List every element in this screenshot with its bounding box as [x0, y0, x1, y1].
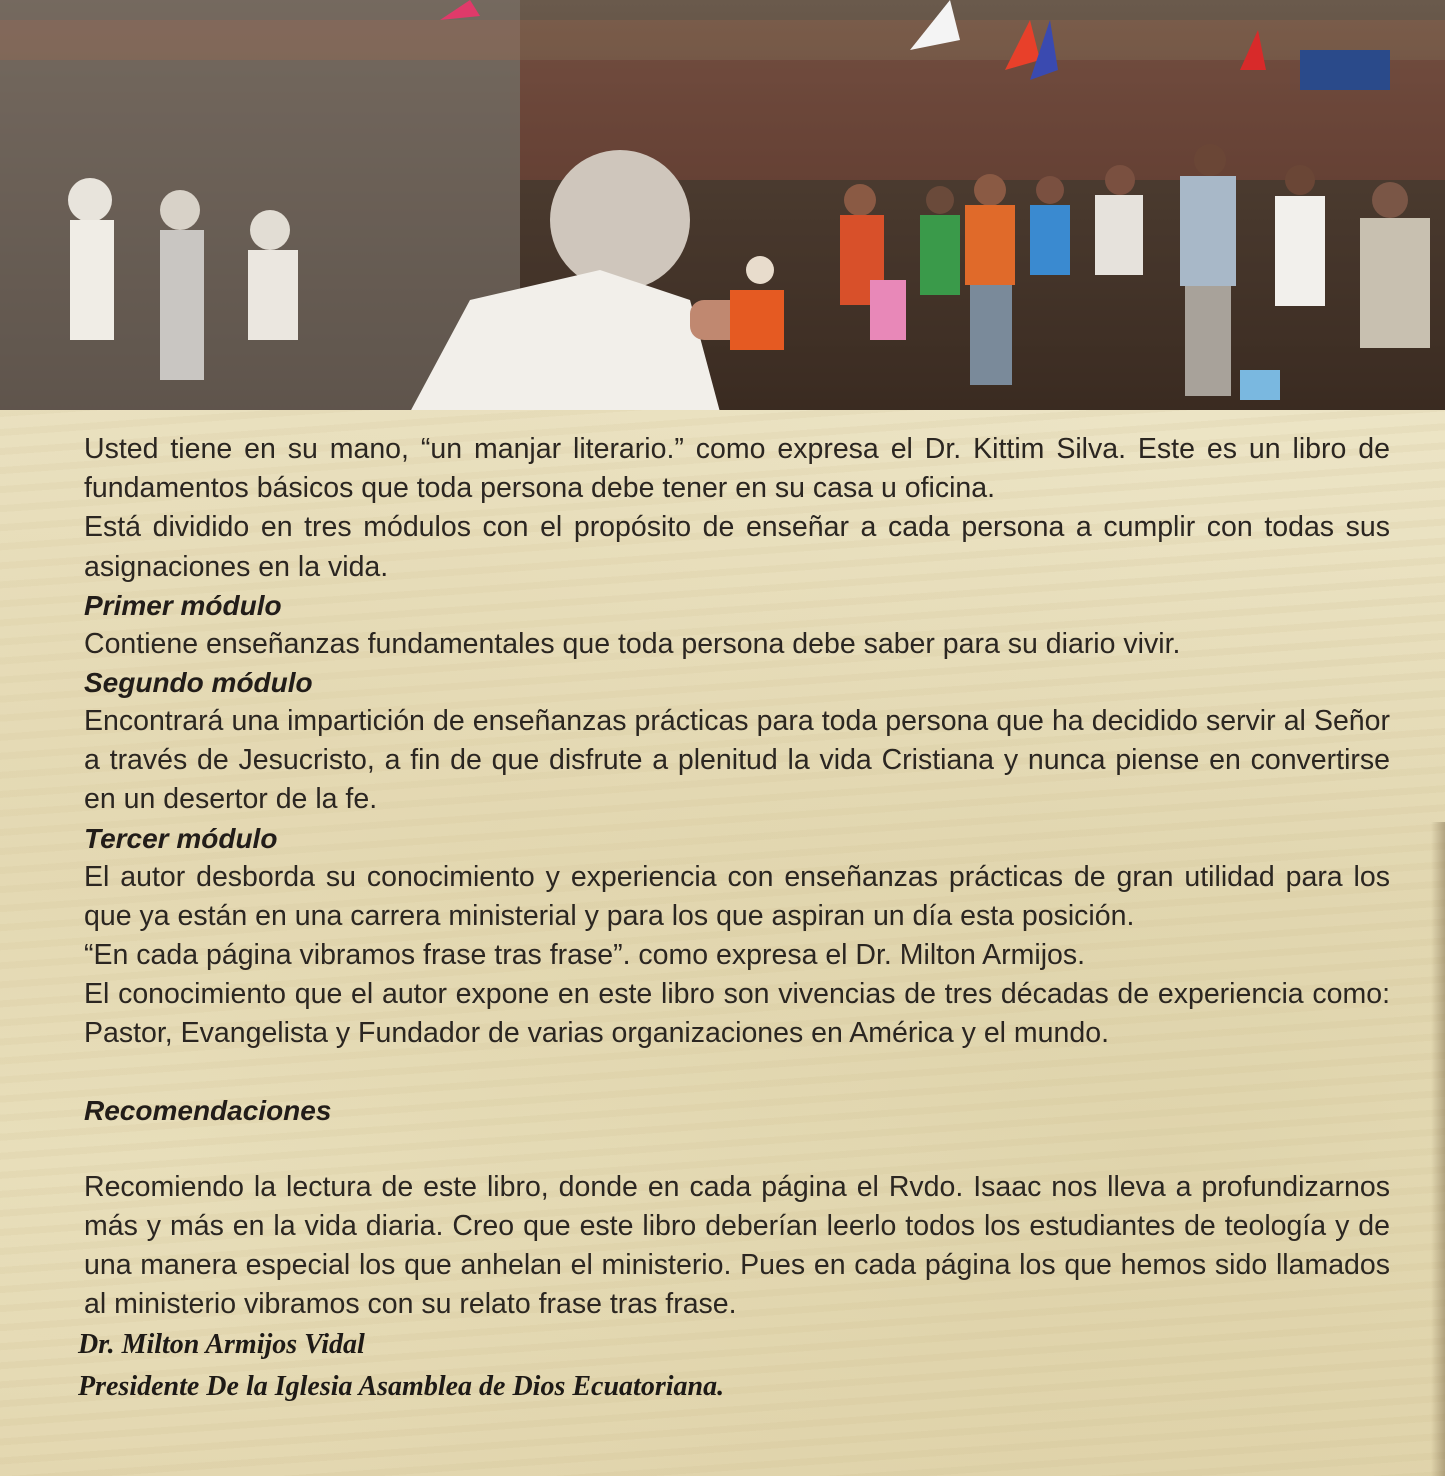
crowd-photo-icon [0, 0, 1445, 412]
intro-paragraph-2: Está dividido en tres módulos con el propósito de enseñar a cada persona a cumplir con todas sus asignaciones en la vida. [84, 511, 1390, 583]
recommendations-heading: Recomendaciones [84, 1094, 332, 1126]
cover-photo [0, 0, 1445, 412]
module-heading: Primer módulo [84, 589, 282, 621]
intro-paragraph: Usted tiene en su mano, “un manjar literario.” como expresa el Dr. Kittim Silva. Este es un libro de fundamentos básicos que toda persona debe tener en su casa u oficina. [84, 433, 1390, 505]
page-edge [1431, 822, 1445, 1476]
signature-title: Presidente De la Iglesia Asamblea de Dios Ecuatoriana. [78, 1371, 725, 1403]
closing-paragraph: El conocimiento que el autor expone en este libro son vivencias de tres décadas de experiencia como: Pastor, Evangelista y Fundador de varias organizaciones en América y el mundo. [84, 978, 1390, 1050]
quote-line: “En cada página vibramos frase tras frase”. como expresa el Dr. Milton Armijos. [84, 939, 1086, 972]
signature-name: Dr. Milton Armijos Vidal [78, 1329, 365, 1361]
recommendation-text: Recomiendo la lectura de este libro, donde en cada página el Rvdo. Isaac nos lleva a profundizarnos más y más en la vida diaria. Creo que este libro deberían leerlo todos los estudiantes de teología y de una manera especial los que anhelan el ministerio. Pues en cada página los que hemos sido llamados al ministerio vibramos con su relato frase tras frase. [84, 1170, 1390, 1321]
module-heading: Tercer módulo [84, 822, 278, 854]
back-cover-text [78, 430, 1390, 1408]
module-text: Encontrará una impartición de enseñanzas prácticas para toda persona que ha decidido servir al Señor a través de Jesucristo, a fin de que disfrute a plenitud la vida Cristiana y nunca piense en convertirse en un desertor de la fe. [84, 705, 1390, 816]
module-heading: Segundo módulo [84, 667, 313, 699]
description-panel [0, 410, 1445, 1476]
module-text: El autor desborda su conocimiento y experiencia con enseñanzas prácticas de gran utilidad para los que ya están en una carrera ministerial y para los que aspiran un día esta posición. [84, 860, 1390, 932]
module-text: Contiene enseñanzas fundamentales que toda persona debe saber para su diario vivir. [84, 627, 1181, 660]
